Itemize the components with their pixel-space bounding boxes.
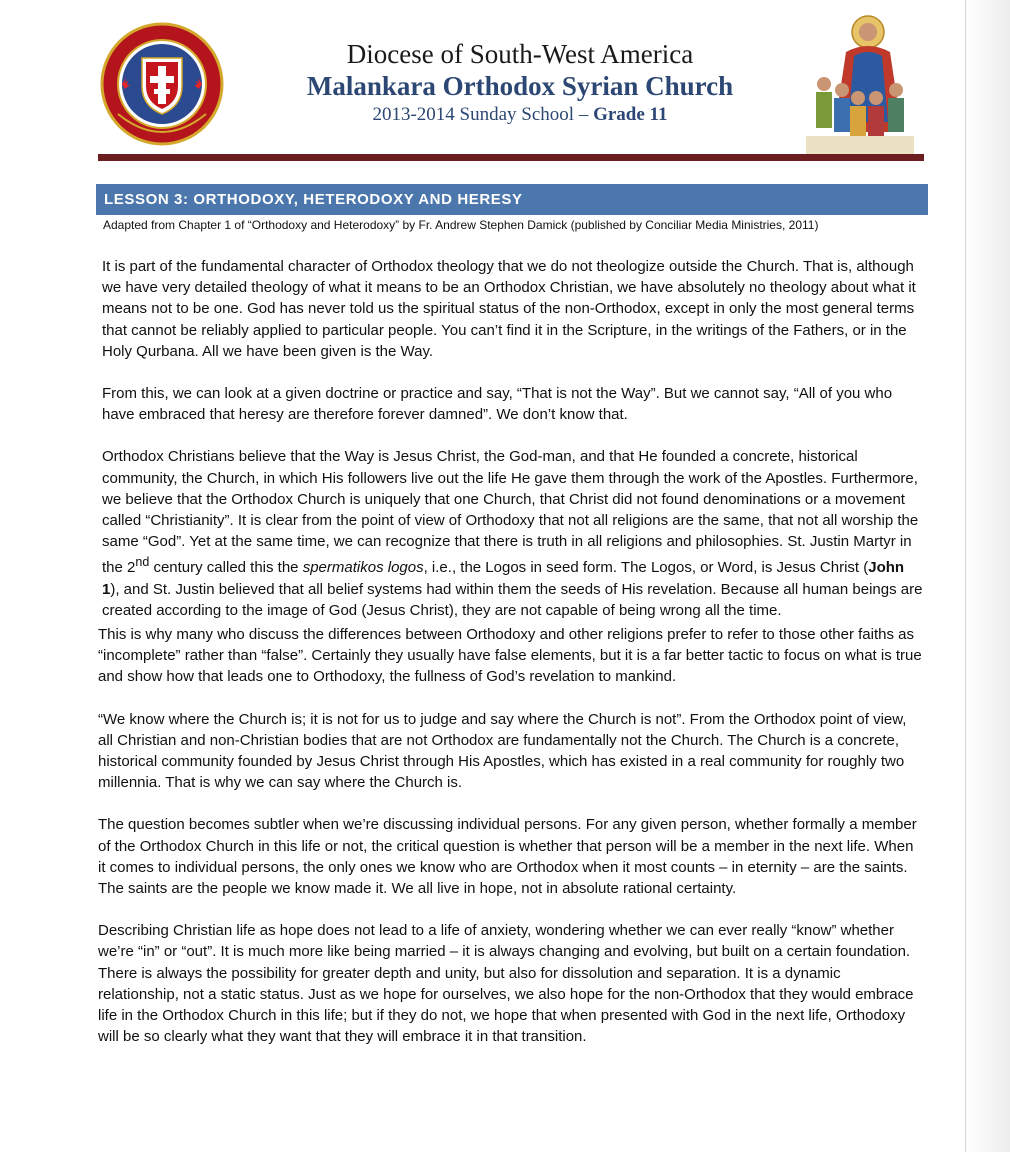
lesson-body	[98, 256, 924, 1069]
christ-with-children-icon	[806, 12, 914, 154]
paragraph-5: “We know where the Church is; it is not for us to judge and say where the Church is not”. From the Orthodox point of view, all Christian and non-Christian bodies that are not Orthodox are fundamentally not the Church. The Church is a concrete, historical community founded by Jesus Christ through His Apostles, which has existed in a real community for roughly two millennia. That is why we can say where the Church is.	[98, 710, 907, 792]
lesson-title-bar: LESSON 3: ORTHODOXY, HETERODOXY AND HERESY	[96, 184, 928, 215]
letterhead	[0, 0, 1010, 165]
paragraph-7: Describing Christian life as hope does not lead to a life of anxiety, wondering whether we can ever really “know” whether we’re “in” or “out”. It is much more like being married – it is always changing and evolving, but built on a certain foundation. There is always the possibility for greater depth and unity, but also for dissolution and separation. It is a dynamic relationship, not a static status. Just as we hope for ourselves, we also hope for the non-Orthodox that they would embrace life in the Orthodox Church in this life; but if they do not, we hope that when presented with God in the next life, Orthodoxy will be so clearly what they want that they will embrace it in that transition.	[98, 922, 914, 1046]
scripture-reference: John 1	[102, 559, 905, 598]
letterhead-titles	[230, 38, 810, 128]
paragraph-2: From this, we can look at a given doctrine or practice and say, “That is not the Way”. But we cannot say, “All of you who have embraced that heresy are therefore forever damned”. We don’t know that.	[102, 385, 893, 424]
spermatikos-logos-term: spermatikos logos	[302, 559, 424, 577]
ordinal-superscript: nd	[135, 555, 150, 570]
paragraph-4: This is why many who discuss the differences between Orthodoxy and other religions prefer to refer to those other faiths as “incomplete” rather than “false”. Certainly they usually have false elements, but it is a far better tactic to focus on what is true and show how that leads one to Orthodoxy, the fullness of God’s revelation to mankind.	[98, 626, 922, 686]
source-citation: Adapted from Chapter 1 of “Orthodoxy and Heterodoxy” by Fr. Andrew Stephen Damick (published by Conciliar Media Ministries, 2011)	[103, 218, 819, 232]
course-subtitle: 2013-2014 Sunday School – Grade 11	[372, 104, 668, 125]
diocese-title: Diocese of South-West America	[346, 39, 694, 69]
church-title: Malankara Orthodox Syrian Church	[306, 71, 734, 101]
diocese-seal-logo	[100, 22, 224, 146]
paragraph-3: Orthodox Christians believe that the Way is Jesus Christ, the God-man, and that He founded a concrete, historical community, the Church, in which His followers live out the life He gave them through the work of the Apostles. Furthermore, we believe that the Orthodox Church is uniquely that one Church, that Christ did not found denominations or a movement called “Christianity”. It is clear from the point of view of Orthodoxy that not all religions are the same, that not all worship the same “God”. Yet at the same time, we can recognize that there is truth in all religions and philosophies. St. Justin Martyr in the 2nd century called this the spermatikos logos, i.e., the Logos in seed form. The Logos, or Word, is Jesus Christ (John 1), and St. Justin believed that all belief systems had within them the seeds of His revelation. Because all human beings are created according to the image of God (Jesus Christ), they are not capable of being wrong all the time.	[102, 448, 923, 619]
header-rule	[98, 154, 924, 161]
page-edge-shadow	[964, 0, 1010, 1152]
paragraph-6: The question becomes subtler when we’re discussing individual persons. For any given person, whether formally a member of the Orthodox Church in this life or not, the critical question is whether that person will be a member in the next life. When it comes to individual persons, the only ones we know who are Orthodox when it most counts – in eternity – are the saints. The saints are the people we know made it. We all live in hope, not in absolute rational certainty.	[98, 816, 917, 898]
grade-label: Grade 11	[593, 104, 668, 125]
page-edge-line	[965, 0, 966, 1152]
paragraph-1: It is part of the fundamental character of Orthodox theology that we do not theologize outside the Church. That is, although we have very detailed theology of what it means to be an Orthodox Christian, we have absolutely no theology about what it means not to be one. God has never told us the spiritual status of the non-Orthodox, except in only the most general terms that cannot be reliably applied to particular people. You can’t find it in the Scripture, in the writings of the Fathers, or in the Holy Qurbana. All we have been given is the Way.	[102, 258, 916, 360]
